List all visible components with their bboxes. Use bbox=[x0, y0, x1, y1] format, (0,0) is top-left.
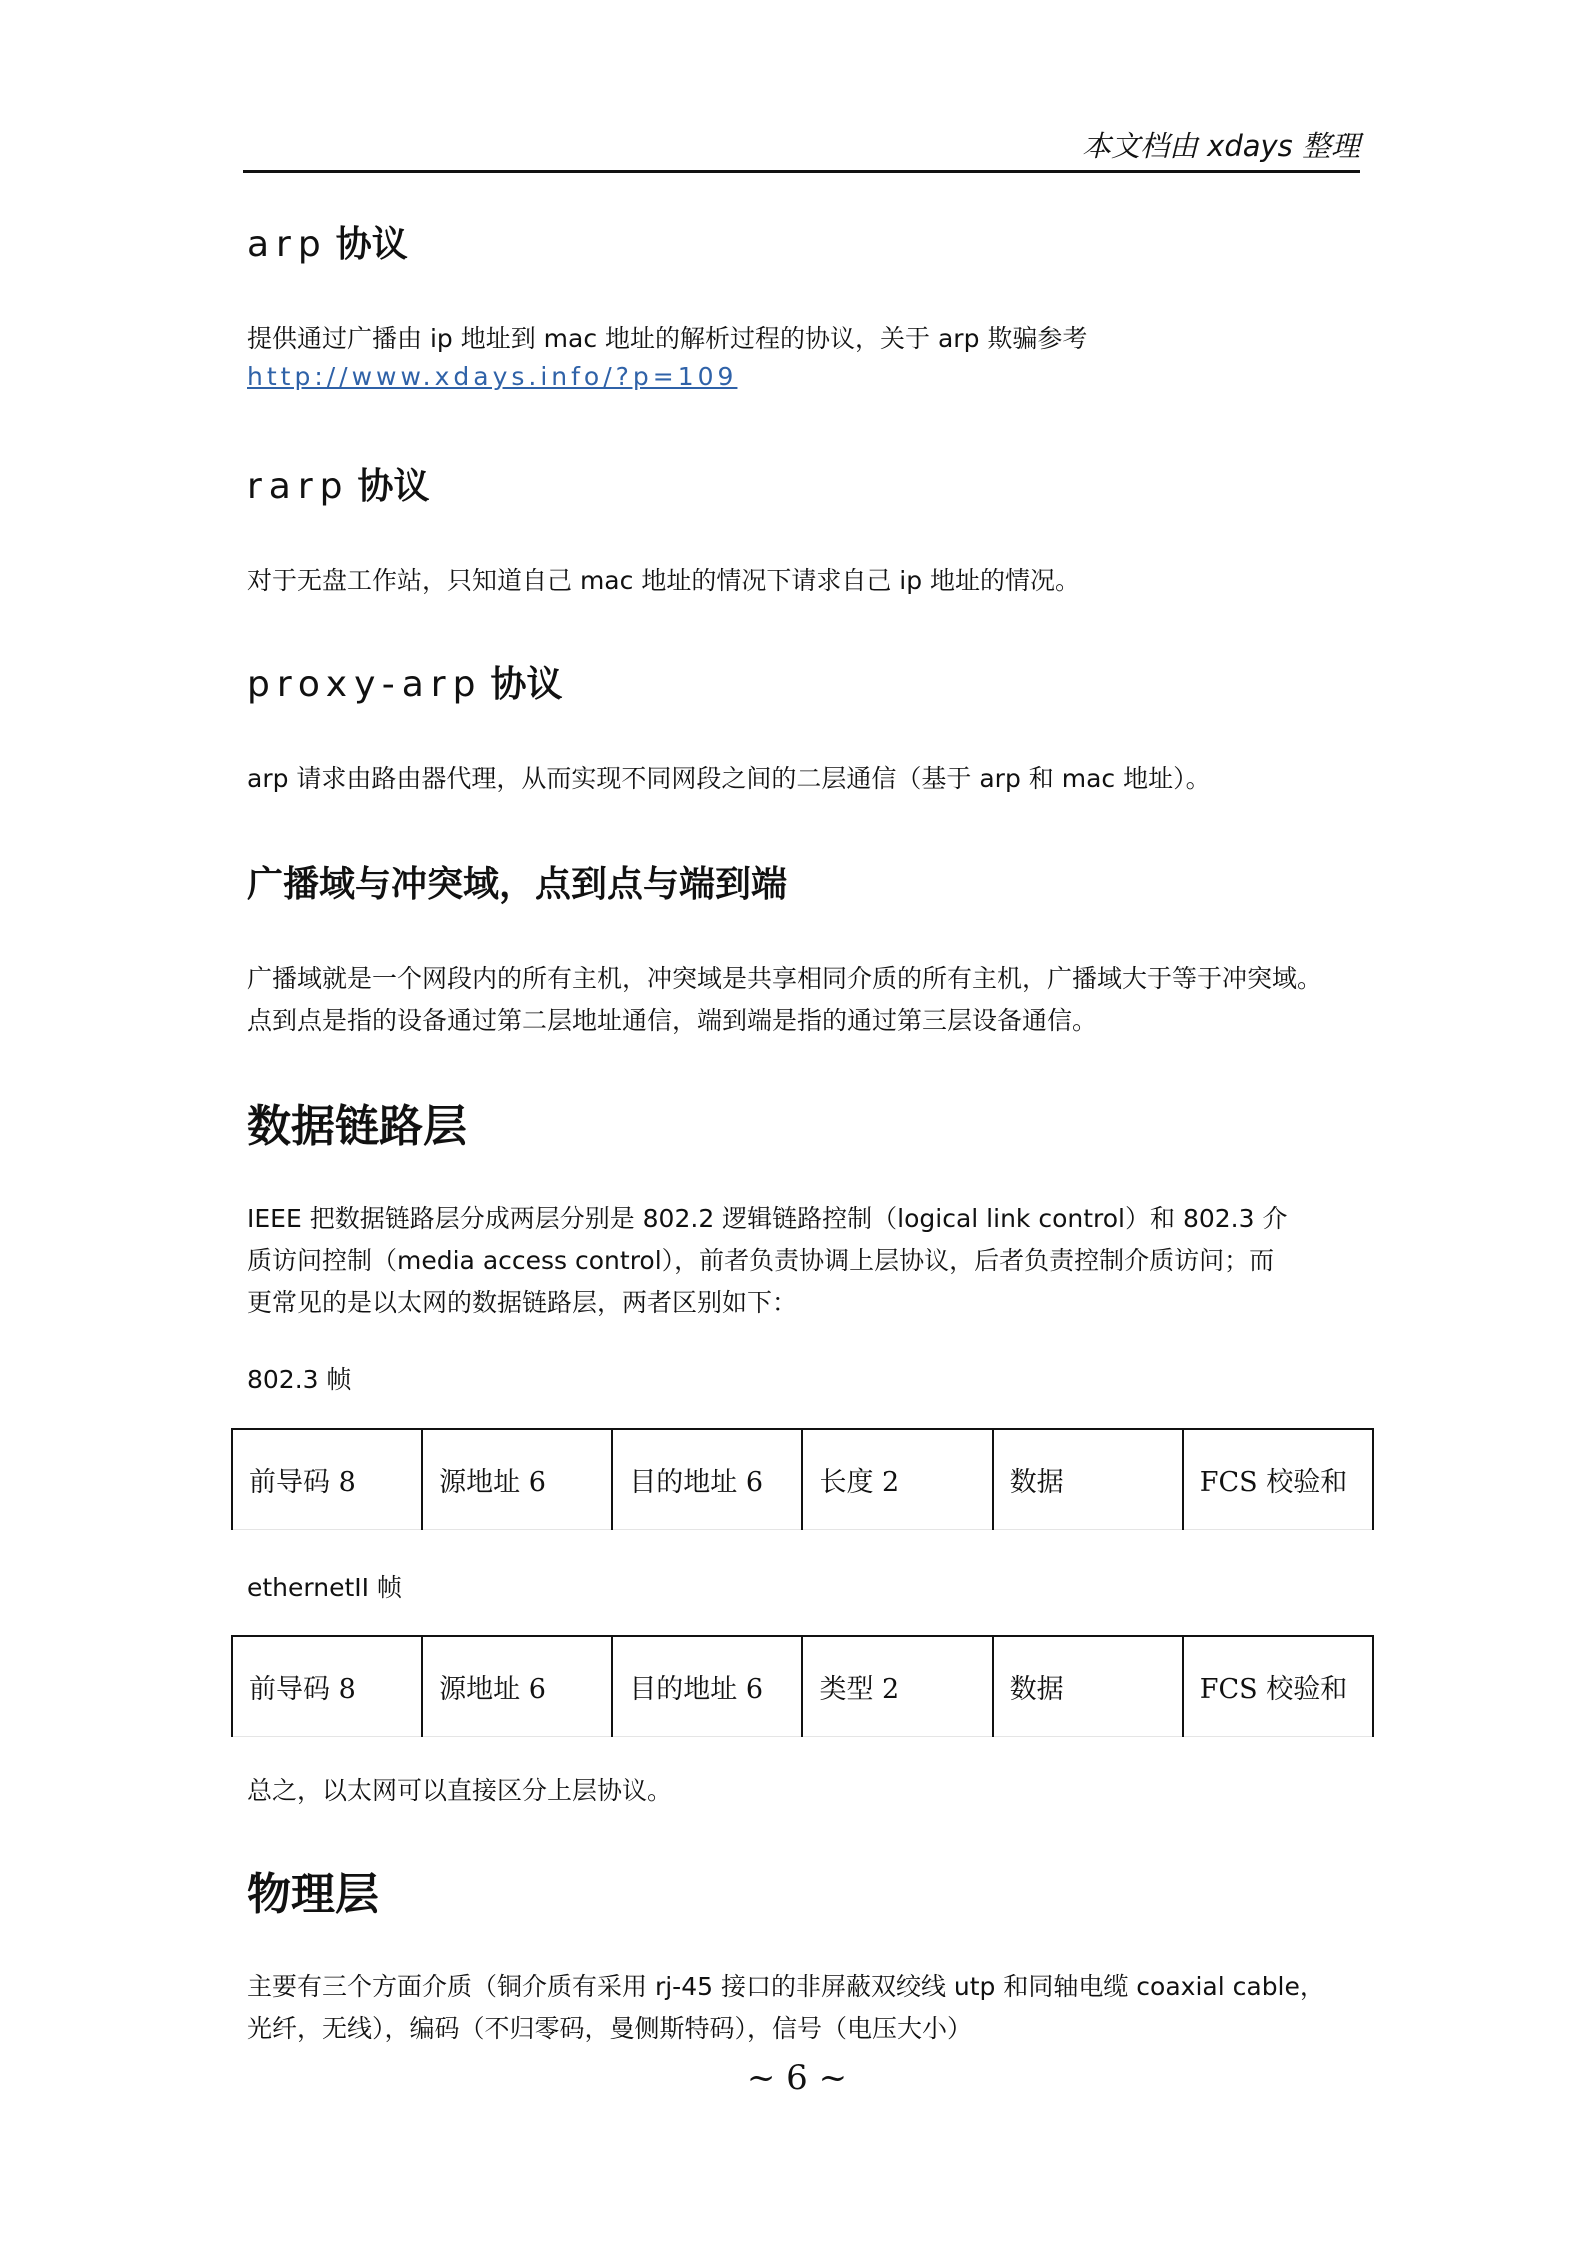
proxy-arp-body: arp 请求由路由器代理，从而实现不同网段之间的二层通信（基于 arp 和 mac 地址）。 bbox=[247, 764, 1211, 793]
heading-proxy-arp-latin: proxy-arp bbox=[247, 664, 483, 705]
ethernet2-cell-data: 数据 bbox=[993, 1636, 1183, 1736]
ethernet2-cell-dst: 目的地址 6 bbox=[612, 1636, 802, 1736]
datalink-line-2: 质访问控制（media access control），前者负责协调上层协议，后者负责控制介质访问；而 bbox=[247, 1246, 1275, 1275]
page-header: 本文档由 xdays 整理 bbox=[1081, 129, 1360, 163]
frame-8023-table bbox=[231, 1428, 1374, 1530]
frame-8023-cell-preamble: 前导码 8 bbox=[232, 1429, 422, 1529]
table-row bbox=[232, 1429, 1373, 1529]
heading-proxy-arp-cjk: 协议 bbox=[490, 664, 563, 705]
ethernet2-cell-src: 源地址 6 bbox=[422, 1636, 612, 1736]
physical-line-1: 主要有三个方面介质（铜介质有采用 rj-45 接口的非屏蔽双绞线 utp 和同轴电缆 coaxial cable， bbox=[247, 1972, 1325, 2001]
ethernet2-label: ethernetII 帧 bbox=[247, 1573, 402, 1602]
domains-line-2: 点到点是指的设备通过第二层地址通信，端到端是指的通过第三层设备通信。 bbox=[247, 1006, 1098, 1035]
domains-line-1: 广播域就是一个网段内的所有主机，冲突域是共享相同介质的所有主机，广播域大于等于冲突域。 bbox=[247, 964, 1323, 993]
frame-8023-cell-src: 源地址 6 bbox=[422, 1429, 612, 1529]
arp-body: 提供通过广播由 ip 地址到 mac 地址的解析过程的协议，关于 arp 欺骗参考 bbox=[247, 324, 1088, 353]
heading-rarp-cjk: 协议 bbox=[357, 466, 430, 507]
heading-domains: 广播域与冲突域，点到点与端到端 bbox=[247, 864, 788, 905]
physical-line-2: 光纤，无线），编码（不归零码，曼侧斯特码），信号（电压大小） bbox=[247, 2014, 973, 2043]
frame-8023-label: 802.3 帧 bbox=[247, 1365, 352, 1394]
heading-physical: 物理层 bbox=[247, 1869, 379, 1920]
datalink-line-3: 更常见的是以太网的数据链路层，两者区别如下： bbox=[247, 1288, 798, 1317]
rarp-body: 对于无盘工作站，只知道自己 mac 地址的情况下请求自己 ip 地址的情况。 bbox=[247, 566, 1081, 595]
frame-8023-cell-length: 长度 2 bbox=[802, 1429, 992, 1529]
datalink-line-1: IEEE 把数据链路层分成两层分别是 802.2 逻辑链路控制（logical link control）和 802.3 介 bbox=[247, 1204, 1288, 1233]
frame-8023-cell-fcs: FCS 校验和 bbox=[1183, 1429, 1373, 1529]
heading-datalink: 数据链路层 bbox=[247, 1101, 467, 1152]
arp-spoof-link[interactable]: http://www.xdays.info/?p=109 bbox=[247, 362, 738, 391]
heading-rarp bbox=[247, 458, 430, 509]
heading-arp-latin: arp bbox=[247, 224, 328, 265]
datalink-summary: 总之，以太网可以直接区分上层协议。 bbox=[247, 1776, 673, 1805]
heading-arp-cjk: 协议 bbox=[335, 224, 408, 265]
heading-rarp-latin: rarp bbox=[247, 466, 350, 507]
ethernet2-table bbox=[231, 1635, 1374, 1737]
heading-proxy-arp bbox=[247, 656, 562, 707]
ethernet2-cell-fcs: FCS 校验和 bbox=[1183, 1636, 1373, 1736]
heading-arp bbox=[247, 216, 408, 267]
table-row bbox=[232, 1636, 1373, 1736]
ethernet2-cell-type: 类型 2 bbox=[802, 1636, 992, 1736]
header-rule bbox=[243, 170, 1360, 173]
frame-8023-cell-dst: 目的地址 6 bbox=[612, 1429, 802, 1529]
frame-8023-cell-data: 数据 bbox=[993, 1429, 1183, 1529]
page-number: ~ 6 ~ bbox=[746, 2058, 848, 2098]
ethernet2-cell-preamble: 前导码 8 bbox=[232, 1636, 422, 1736]
